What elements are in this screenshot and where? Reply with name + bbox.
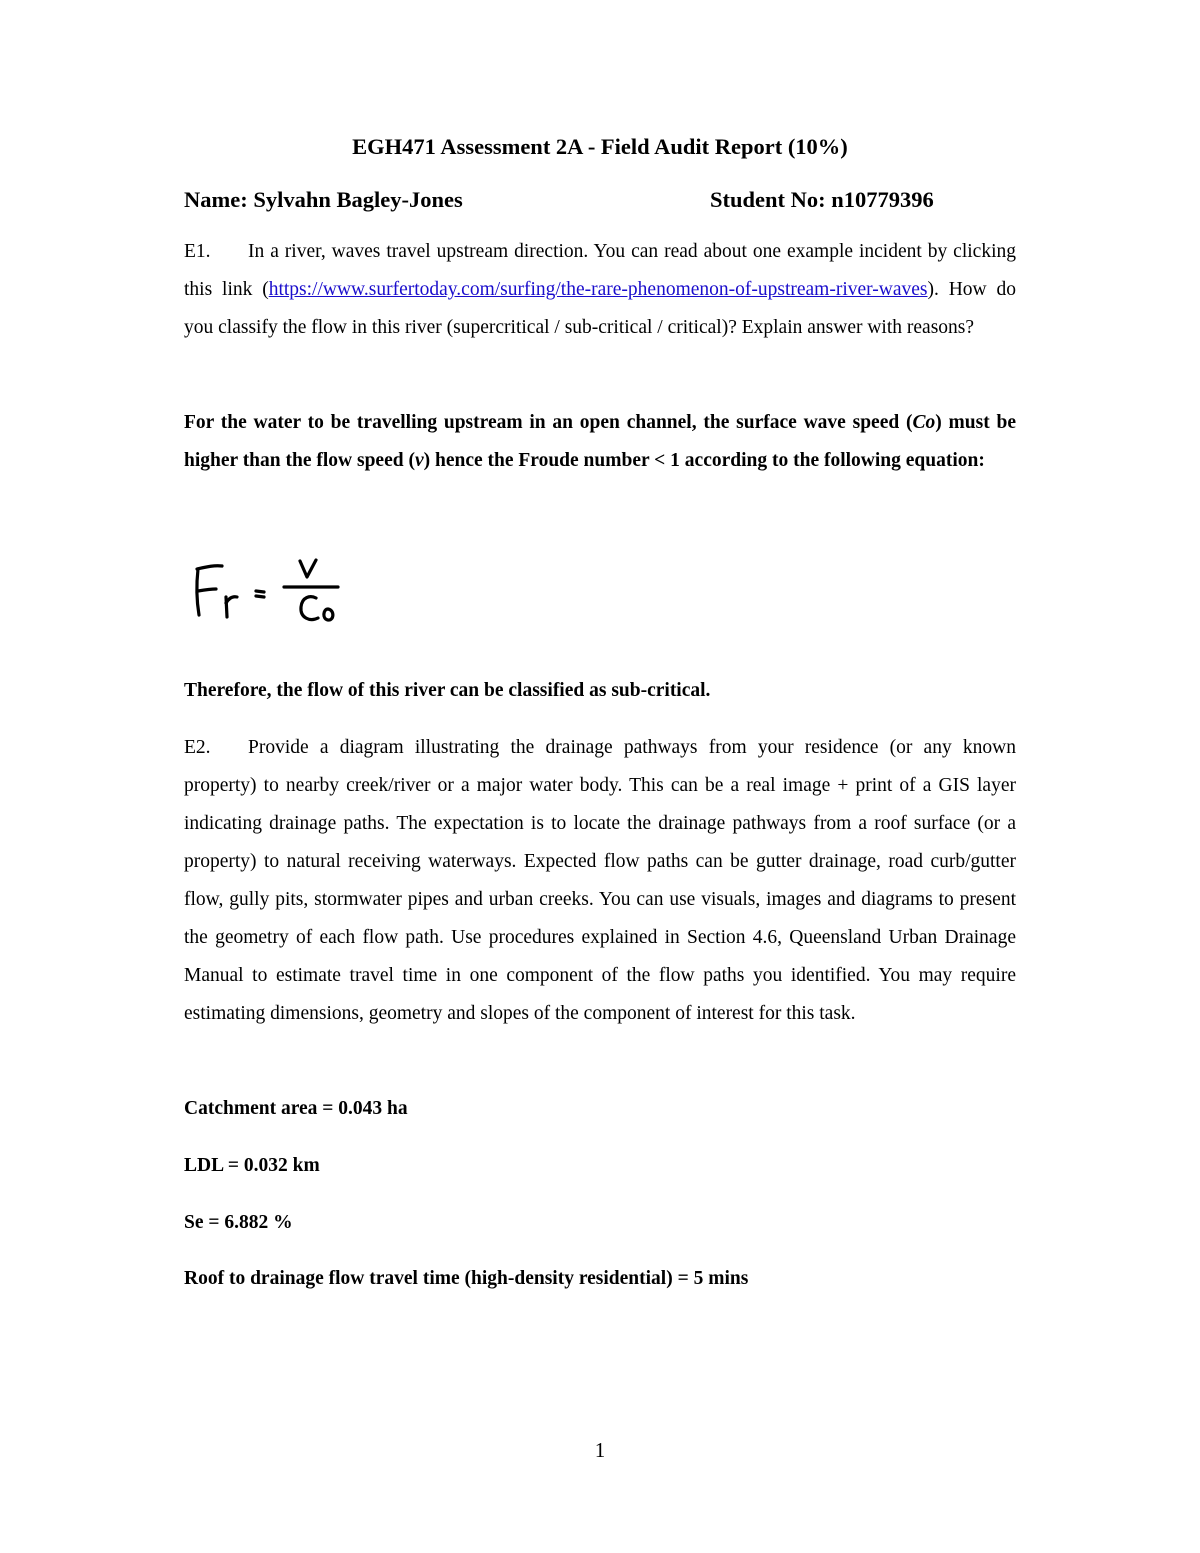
question-number-e2: E2. bbox=[184, 737, 211, 758]
page-number: 1 bbox=[594, 1438, 606, 1462]
froude-equation-handwritten bbox=[192, 555, 352, 635]
ldl-value: LDL = 0.032 km bbox=[184, 1155, 320, 1176]
answer-e1-v-symbol: v bbox=[414, 450, 424, 471]
question-e1-text-before-link: In a river, waves travel upstream direction. You can read about one example incident by clicking this link ( bbox=[184, 241, 1016, 300]
question-e2-text: Provide a diagram illustrating the drainage pathways from your residence (or any known property) to nearby creek/river or a major water body. This can be a real image + print of a GIS layer indicating drainage paths. The expectation is to locate the drainage pathways from a roof surface (or a property) to natural receiving waterways. Expected flow paths can be gutter drainage, road curb/gutter flow, gully pits, stormwater pipes and urban creeks. You can use visuals, images and diagrams to present the geometry of each flow path. Use procedures explained in Section 4.6, Queensland Urban Drainage Manual to estimate travel time in one component of the flow paths you identified. You may require estimating dimensions, geometry and slopes of the component of interest for this task. bbox=[184, 737, 1016, 1024]
question-e1 bbox=[184, 233, 1016, 347]
se-value: Se = 6.882 % bbox=[184, 1212, 293, 1233]
student-number: Student No: n10779396 bbox=[710, 187, 934, 212]
froude-equation bbox=[192, 555, 352, 640]
answer-e1-conclusion: Therefore, the flow of this river can be classified as sub-critical. bbox=[184, 680, 711, 701]
student-name: Name: Sylvahn Bagley-Jones bbox=[184, 187, 463, 212]
answer-e1-part2: ) must be higher than the flow speed ( bbox=[184, 412, 1016, 471]
question-e1-text-after-link: ). How do you classify the flow in this river (supercritical / sub-critical / critical)? Explain answer with reasons? bbox=[184, 279, 1016, 338]
student-info-row bbox=[184, 187, 984, 213]
question-e2 bbox=[184, 729, 1016, 1033]
question-number-e1: E1. bbox=[184, 241, 211, 262]
catchment-area: Catchment area = 0.043 ha bbox=[184, 1098, 408, 1119]
answer-e1-part3: ) hence the Froude number < 1 according to the following equation: bbox=[423, 450, 985, 471]
travel-time: Roof to drainage flow travel time (high-density residential) = 5 mins bbox=[184, 1268, 749, 1289]
answer-e1-part1: For the water to be travelling upstream in an open channel, the surface wave speed ( bbox=[184, 412, 913, 433]
answer-e1-co-symbol: Co bbox=[912, 412, 936, 433]
surfertoday-link[interactable]: https://www.surfertoday.com/surfing/the-rare-phenomenon-of-upstream-river-waves bbox=[268, 279, 928, 300]
report-title: EGH471 Assessment 2A - Field Audit Report (10%) bbox=[352, 134, 848, 159]
answer-e1 bbox=[184, 404, 1016, 480]
